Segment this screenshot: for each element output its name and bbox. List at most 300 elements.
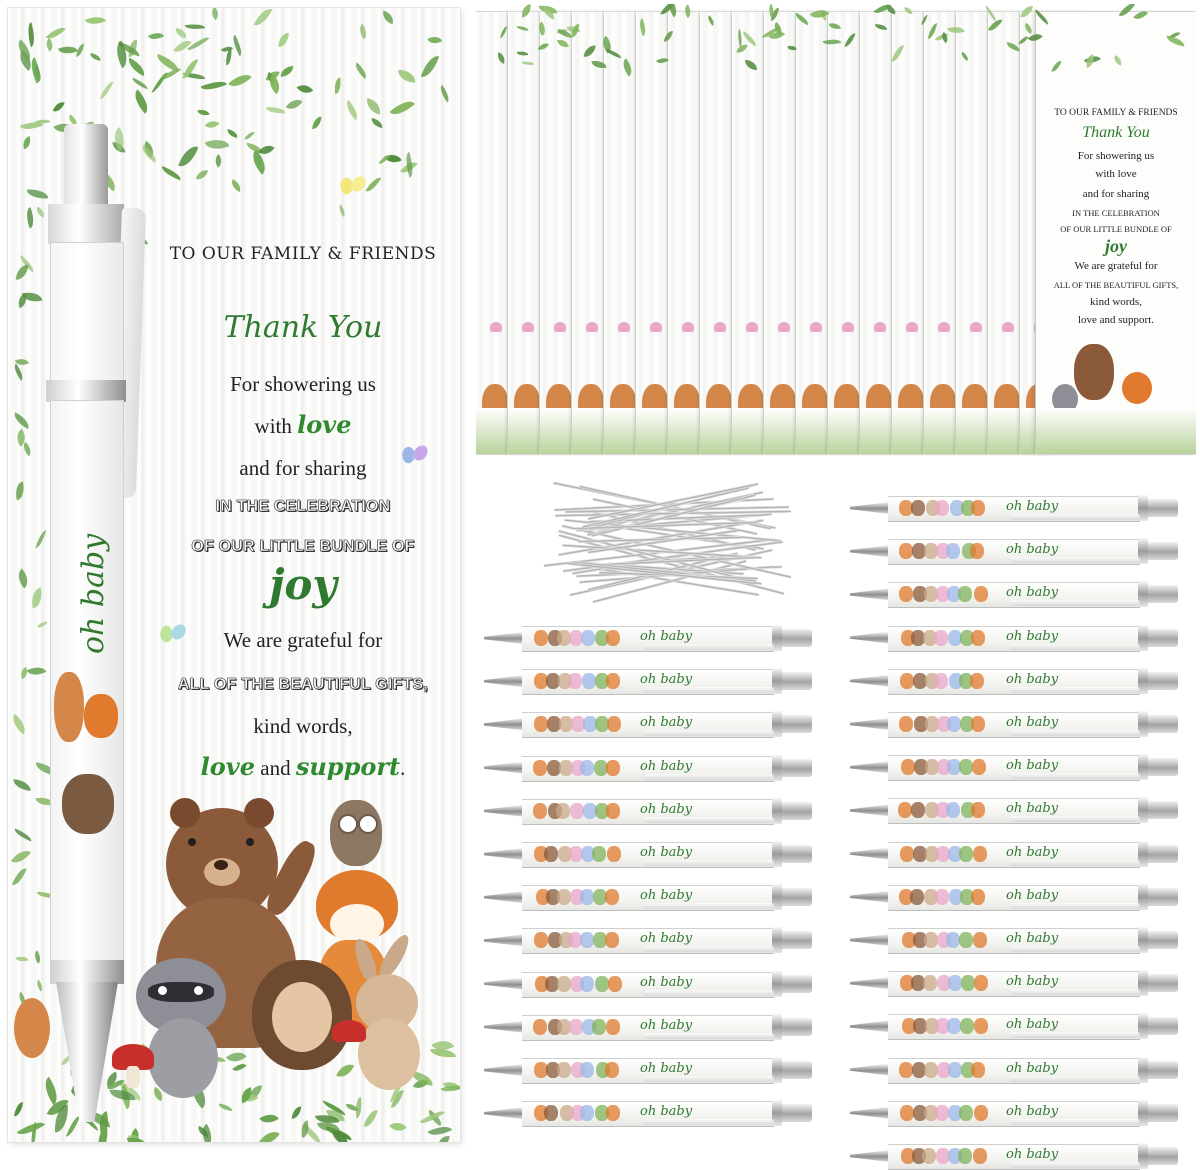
card-support-word: support [295, 752, 401, 781]
pen-tip [484, 762, 524, 774]
pen-plunger [1148, 542, 1178, 560]
leaf [16, 1117, 44, 1140]
pen-clip [644, 730, 774, 736]
pen-animal-art [910, 889, 924, 905]
leaf [151, 71, 167, 96]
pen-tip [850, 502, 890, 514]
pen-animal-art [899, 1062, 913, 1078]
leaf [1021, 4, 1034, 19]
ballpoint-pen [484, 624, 824, 652]
ballpoint-pen [850, 753, 1190, 781]
pen-animal-art [911, 500, 925, 516]
pen-plunger [782, 975, 812, 993]
pen-tip [484, 848, 524, 860]
leaf [427, 34, 442, 47]
stack-fox-art [1122, 372, 1152, 404]
pen-script-label: oh baby [640, 715, 693, 731]
thank-you-card [8, 8, 460, 1142]
pen-plunger [1148, 758, 1178, 776]
stack-line-9: love and support. [1077, 314, 1155, 326]
pen-animal-art [923, 975, 937, 991]
leaf [1051, 59, 1062, 74]
pen-clip [644, 687, 774, 693]
leaf [736, 42, 748, 54]
card-line-3: and for sharing [239, 456, 367, 480]
pen-animal-art [557, 976, 571, 992]
leaf [681, 5, 693, 18]
pen-plunger [782, 715, 812, 733]
pen-animal-art [606, 1105, 620, 1121]
pen-plunger [1148, 888, 1178, 906]
leaf [148, 29, 164, 43]
leaf [247, 150, 271, 175]
pen-animal-art [974, 586, 988, 602]
pen-animal-art [533, 760, 547, 776]
pen-tip [850, 675, 890, 687]
leaf [53, 100, 65, 114]
ballpoint-pen [850, 710, 1190, 738]
pen-animal-art [948, 975, 962, 991]
leaf [960, 52, 970, 61]
pen-animal-art [533, 1019, 547, 1035]
leaf [285, 96, 302, 113]
pink-butterfly-icon [618, 322, 630, 332]
pen-animal-art [605, 1062, 619, 1078]
pen-tip [850, 1107, 890, 1119]
pen-animal-art [544, 846, 558, 862]
card-heading: TO OUR FAMILY & FRIENDS [169, 244, 437, 264]
pink-butterfly-icon [1002, 322, 1014, 332]
ballpoint-pen [850, 667, 1190, 695]
pen-animal-art [973, 846, 987, 862]
leaf [1018, 34, 1028, 46]
pen-tip [484, 675, 524, 687]
leaf [131, 78, 150, 90]
pen-animal-art [900, 846, 914, 862]
card-period: . [400, 756, 406, 780]
pen-tip [484, 1107, 524, 1119]
pen-script-label: oh baby [1006, 542, 1059, 558]
pen-clip [1010, 514, 1140, 520]
pen-clip [644, 644, 774, 650]
stack-line-7: ALL OF THE BEAUTIFUL GIFTS, [1053, 280, 1179, 290]
card-stack [476, 4, 1196, 456]
pen-script-label: oh baby [1006, 1147, 1059, 1162]
leaf [535, 21, 548, 36]
pen-animal-art [605, 932, 619, 948]
leaf [538, 40, 550, 53]
pen-script-label: oh baby [640, 672, 693, 688]
leaf [228, 69, 252, 92]
pen-animal-art [544, 1105, 558, 1121]
pen-plunger [1148, 1061, 1178, 1079]
pen-clip [1010, 903, 1140, 909]
leaf [356, 24, 369, 40]
leaf [844, 32, 855, 49]
stack-line-2: with love [1095, 168, 1137, 180]
pen-animal-art [934, 673, 948, 689]
pen-tip [484, 632, 524, 644]
leaf [159, 166, 182, 180]
ballpoint-pen [850, 926, 1190, 954]
pen-script-label: oh baby [1006, 1103, 1059, 1119]
pen-script-label: oh baby [1006, 887, 1059, 903]
ballpoint-pen [850, 1099, 1190, 1127]
pen-script-label: oh baby [1006, 931, 1059, 946]
leaf [58, 42, 78, 57]
pen-animal-art [900, 1105, 914, 1121]
leaf [336, 1061, 354, 1081]
pen-animal-art [568, 673, 582, 689]
pen-plunger [782, 845, 812, 863]
card-line-9 [148, 752, 458, 781]
pen-animal-art [970, 543, 984, 559]
pen-animal-art [934, 630, 948, 646]
pen-script-label: oh baby [640, 801, 693, 817]
pen-animal-art [972, 759, 986, 775]
card-love-word-2: love [200, 752, 255, 781]
pen-clip [1010, 989, 1140, 995]
pen-clip [1010, 946, 1140, 952]
pink-butterfly-icon [522, 322, 534, 332]
leaf [279, 33, 289, 47]
leaf [334, 77, 343, 93]
leaf [312, 116, 322, 130]
pen-animal-art [580, 1105, 594, 1121]
pen-animal-art [958, 586, 972, 602]
pen-clip [644, 774, 774, 780]
leaf [342, 100, 361, 120]
leaf [1111, 55, 1123, 66]
pen-animal-art [946, 543, 960, 559]
leaf [208, 8, 221, 20]
pen-clip [644, 1033, 774, 1039]
stack-front-card [1036, 12, 1196, 454]
leaf [230, 36, 245, 57]
leaf [10, 845, 31, 867]
leaf [23, 207, 38, 229]
pen-tip [850, 934, 890, 946]
pen-clip [1010, 644, 1140, 650]
card-line-4: IN THE CELEBRATION [215, 498, 391, 515]
leaf [389, 1118, 407, 1136]
stack-line-6: We are grateful for [1074, 260, 1158, 272]
pen-clip [1010, 1032, 1140, 1038]
pen-tip [850, 1064, 890, 1076]
pen-tip [484, 805, 524, 817]
pen-animal-art [606, 760, 620, 776]
leaf [363, 1108, 377, 1129]
ballpoint-pen [850, 969, 1190, 997]
leaf [516, 50, 528, 56]
pink-butterfly-icon [650, 322, 662, 332]
pen-animal-art [922, 1148, 936, 1164]
leaf [398, 70, 416, 83]
pen-script-label: oh baby [640, 758, 693, 774]
pen-animal-art [959, 1105, 973, 1121]
pen-animal-art [974, 975, 988, 991]
card-line-1: For showering us [230, 372, 376, 396]
pen-animal-art [971, 889, 985, 905]
leaf [297, 81, 314, 98]
stack-line-5: OF OUR LITTLE BUNDLE OF [1060, 224, 1172, 234]
pink-butterfly-icon [906, 322, 918, 332]
pen-clip [1010, 1162, 1140, 1168]
pen-plunger [782, 629, 812, 647]
ballpoint-pen [484, 970, 824, 998]
pen-script-label: oh baby [640, 845, 693, 860]
ballpoint-pen [850, 494, 1190, 522]
leaf [787, 43, 797, 51]
pen-plunger [1148, 845, 1178, 863]
pen-animal-art [898, 802, 912, 818]
pen-tip [850, 718, 890, 730]
leaf [213, 154, 226, 167]
leaf [260, 1110, 280, 1128]
pen-plunger [1148, 672, 1178, 690]
pen-script-label: oh baby [1006, 499, 1059, 514]
card-line-6: We are grateful for [223, 628, 383, 652]
ballpoint-pen [484, 1056, 824, 1084]
leaf [521, 4, 532, 17]
pen-animal-art [595, 976, 609, 992]
pen-animal-art [580, 976, 594, 992]
pen-animal-art [534, 630, 548, 646]
pen-animal-art [899, 586, 913, 602]
pen-animal-art [946, 802, 960, 818]
twist-ties-bundle [546, 484, 792, 596]
pen-script-label: oh baby [1006, 715, 1059, 730]
pen-animal-art [971, 1062, 985, 1078]
pen-animal-art [948, 1062, 962, 1078]
leaf [496, 52, 506, 63]
leaf [1134, 8, 1149, 23]
card-line-8: kind words, [253, 714, 353, 738]
leaf [500, 25, 507, 39]
stack-foliage-art [1036, 408, 1196, 454]
pen-clip [644, 1076, 774, 1082]
pen-animal-art [606, 1019, 620, 1035]
pen-animal-art [534, 932, 548, 948]
card-line-2 [148, 410, 458, 439]
pen-animal-art [607, 846, 621, 862]
stack-thank-you: Thank You [1082, 124, 1150, 141]
pen-animal-art [959, 846, 973, 862]
leaf [584, 43, 596, 58]
pen-animal-art [935, 1105, 949, 1121]
leaf [904, 7, 913, 14]
pen-clip [1010, 816, 1140, 822]
pen-plunger [1148, 715, 1178, 733]
pink-butterfly-icon [746, 322, 758, 332]
pen-animal-art [533, 803, 547, 819]
leaf [1166, 35, 1186, 46]
ballpoint-pen [484, 1013, 824, 1041]
leaf [1032, 8, 1051, 24]
ballpoint-pen [850, 840, 1190, 868]
leaf [875, 24, 887, 31]
pen-animal-art [605, 889, 619, 905]
pen-animal-art [974, 1105, 988, 1121]
ballpoint-pen [850, 1142, 1190, 1170]
pink-butterfly-icon [938, 322, 950, 332]
leaf [11, 363, 26, 380]
pen-script-label: oh baby [1006, 758, 1059, 774]
leaf [421, 52, 440, 80]
pen-clip [1010, 860, 1140, 866]
pen-animal-art [580, 760, 594, 776]
pen-animal-art [556, 803, 570, 819]
leaf [154, 54, 181, 72]
pen-tip [850, 632, 890, 644]
leaf [828, 22, 840, 31]
pen-clip [644, 946, 774, 952]
leaf [438, 1135, 450, 1142]
pen-animal-art [911, 802, 925, 818]
leaf [794, 13, 811, 25]
leaf [129, 89, 152, 113]
pen-script-label: oh baby [1006, 844, 1059, 860]
pen-tip [484, 718, 524, 730]
pen-script-label: oh baby [640, 931, 693, 947]
pen-animal-art [606, 630, 620, 646]
pen-plunger [1148, 931, 1178, 949]
leaf [196, 169, 208, 180]
pen-animal-art [581, 630, 595, 646]
pink-butterfly-icon [778, 322, 790, 332]
leaf [76, 42, 84, 57]
stack-heading: TO OUR FAMILY & FRIENDS [1054, 108, 1178, 118]
leaf [618, 58, 635, 76]
pen-animal-art [973, 1148, 987, 1164]
pen-clip [1010, 773, 1140, 779]
pen-animal-art [971, 630, 985, 646]
stack-line-8: kind words, [1090, 296, 1142, 308]
pen-animal-art [973, 932, 987, 948]
pen-tip [850, 977, 890, 989]
pink-butterfly-icon [970, 322, 982, 332]
ballpoint-pen [484, 797, 824, 825]
stack-line-3: and for sharing [1082, 188, 1150, 200]
pen-animal-art [606, 673, 620, 689]
pen-clip [1010, 687, 1140, 693]
ballpoint-pen [484, 754, 824, 782]
pen-animal-art [580, 1062, 594, 1078]
pen-animal-art [557, 889, 571, 905]
pen-tip [484, 978, 524, 990]
ballpoint-pen [484, 883, 824, 911]
pen-plunger [1148, 629, 1178, 647]
leaf [11, 412, 32, 429]
pen-clip [644, 990, 774, 996]
pen-animal-art [924, 1062, 938, 1078]
leaf [431, 1047, 456, 1059]
pen-animal-art [582, 673, 596, 689]
pen-plunger [782, 759, 812, 777]
pen-plunger [782, 1104, 812, 1122]
leaf [13, 481, 26, 500]
leaf [198, 107, 211, 117]
ballpoint-pen [484, 710, 824, 738]
pen-script-label: oh baby [1006, 671, 1059, 687]
leaf [259, 1127, 280, 1142]
leaf [13, 828, 34, 841]
ballpoint-pen [850, 537, 1190, 565]
leaf [43, 38, 56, 52]
pen-plunger [1148, 1147, 1178, 1165]
leaf [254, 8, 273, 29]
ballpoint-pen [484, 1099, 824, 1127]
pink-butterfly-icon [874, 322, 886, 332]
stack-top-foliage [476, 4, 1196, 74]
ballpoint-pen [850, 883, 1190, 911]
leaf [187, 34, 210, 54]
leaf [636, 18, 648, 36]
pen-script-label: oh baby [1006, 1060, 1059, 1076]
pen-tip [850, 1020, 890, 1032]
yellow-butterfly-icon [340, 176, 368, 198]
leaf [16, 955, 29, 964]
leaf [14, 1101, 23, 1117]
pen-animal-art [960, 1018, 974, 1034]
ballpoint-pen [850, 796, 1190, 824]
leaf [517, 26, 529, 31]
ballpoint-pen [850, 580, 1190, 608]
leaf [983, 5, 998, 21]
pen-plunger [1148, 801, 1178, 819]
pen-animal-art [899, 543, 913, 559]
leaf [280, 66, 293, 77]
leaf [12, 866, 27, 888]
pen-script-label: oh baby [640, 629, 693, 644]
pen-plunger [1148, 1104, 1178, 1122]
pen-script-label: oh baby [1006, 628, 1059, 644]
ballpoint-pen [484, 667, 824, 695]
leaf [125, 57, 149, 76]
card-line-7: ALL OF THE BEAUTIFUL GIFTS, [177, 676, 429, 693]
stack-bear-art [1074, 344, 1114, 400]
pen-tip [484, 1064, 524, 1076]
pen-clip [1010, 1119, 1140, 1125]
pen-tip [484, 1021, 524, 1033]
leaf [365, 98, 383, 114]
pen-script-label: oh baby [640, 974, 693, 990]
leaf [178, 143, 198, 170]
leaf [229, 180, 243, 193]
pen-tip [850, 761, 890, 773]
pen-animal-art [959, 759, 973, 775]
pen-plunger [1148, 1017, 1178, 1035]
pen-animal-art [935, 500, 949, 516]
pen-animal-art [580, 932, 594, 948]
ballpoint-pen [850, 624, 1190, 652]
pen-clip [644, 903, 774, 909]
pen-script-label: oh baby [640, 888, 693, 904]
pen-clip [1010, 557, 1140, 563]
leaf [24, 22, 37, 47]
leaf [15, 264, 28, 281]
pen-animal-art [924, 932, 938, 948]
joy-script: joy [269, 560, 337, 609]
pen-clip [1010, 600, 1140, 606]
leaf [1022, 22, 1034, 33]
pen-animal-art [935, 889, 949, 905]
leaf [200, 78, 226, 95]
leaf [947, 24, 965, 36]
pen-plunger [782, 931, 812, 949]
pen-clip [644, 817, 774, 823]
pen-plunger [782, 802, 812, 820]
